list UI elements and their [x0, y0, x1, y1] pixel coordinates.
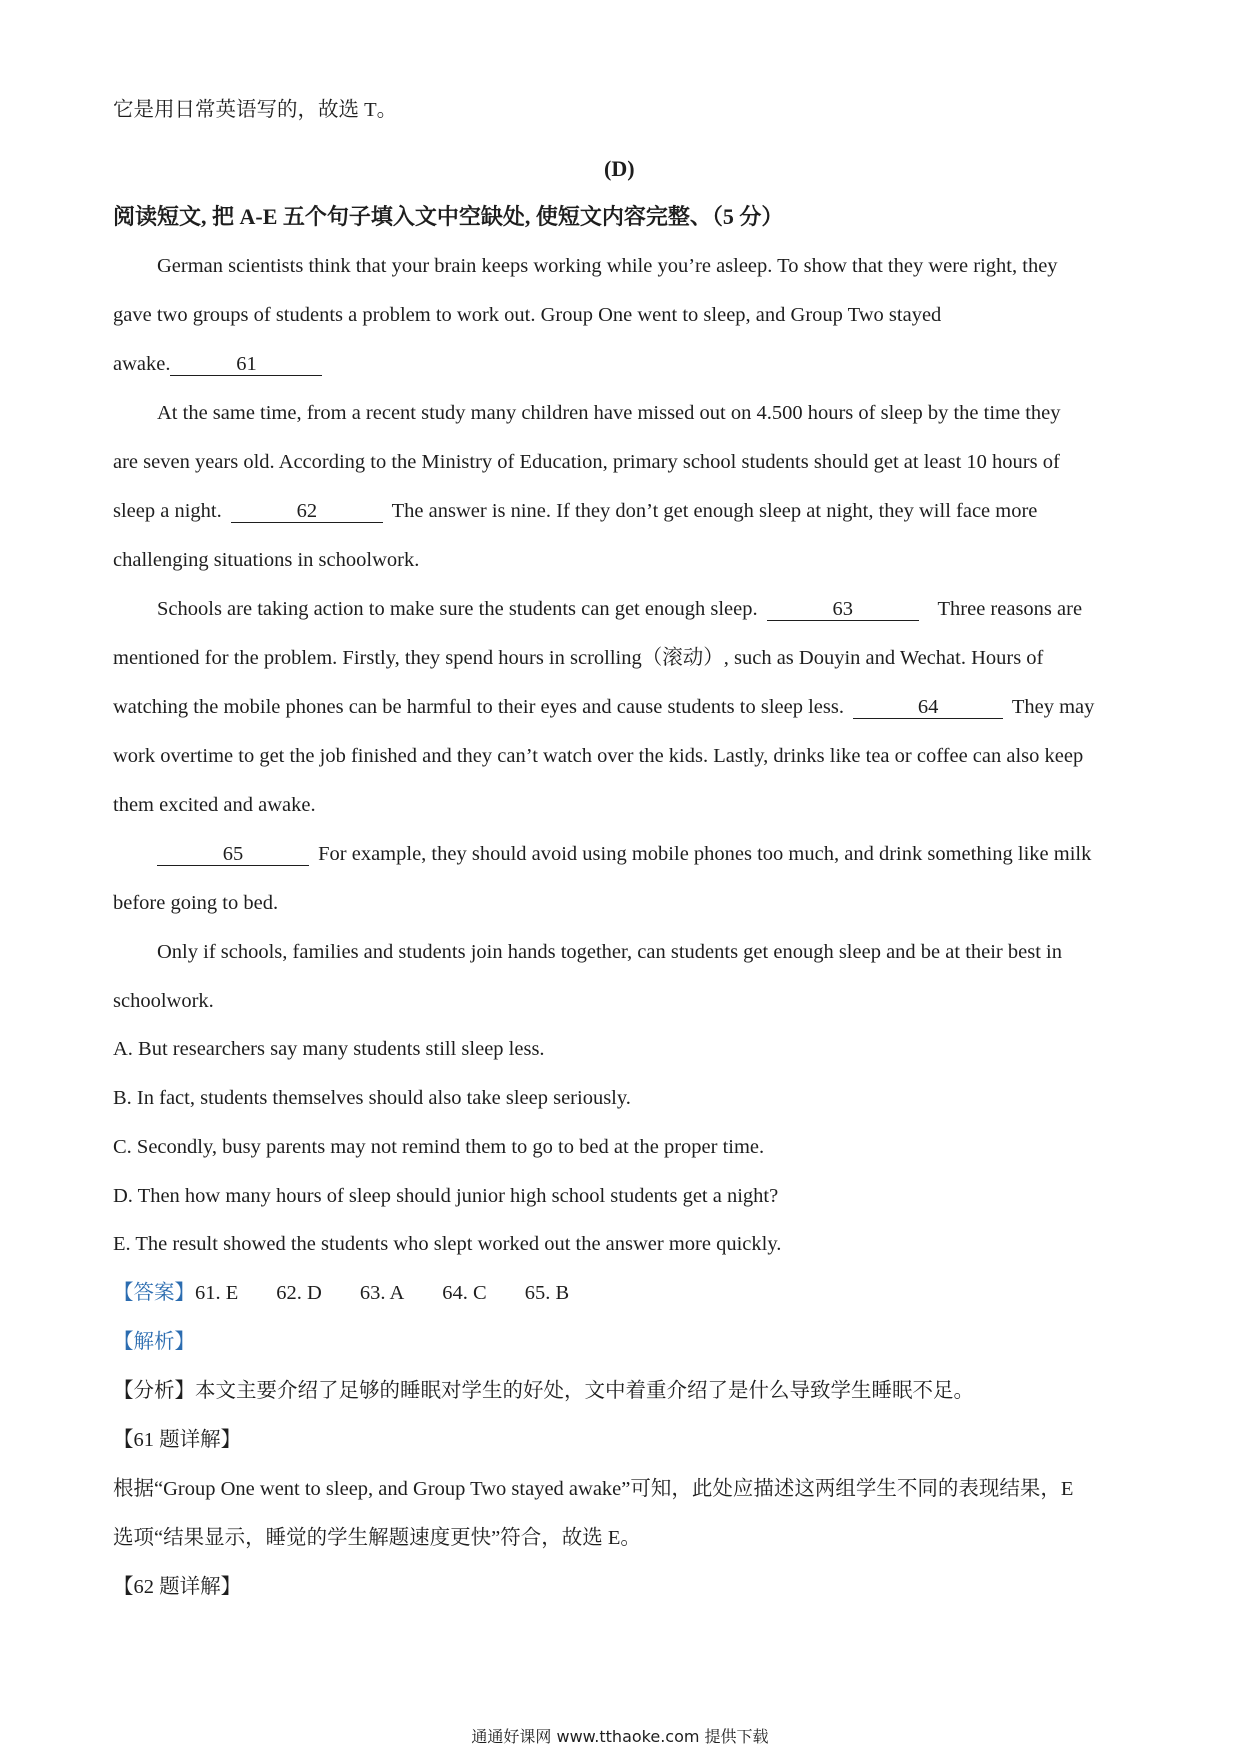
analysis-summary: 【分析】本文主要介绍了足够的睡眠对学生的好处，文中着重介绍了是什么导致学生睡眠不足。	[113, 1380, 974, 1402]
q62-heading: 【62 题详解】	[113, 1576, 242, 1598]
answer-64: 64. C	[442, 1282, 487, 1304]
section-label: (D)	[604, 156, 635, 181]
paragraph-1-line-3	[113, 352, 322, 376]
option-c: C. Secondly, busy parents may not remind them to go to bed at the proper time.	[113, 1136, 765, 1158]
paragraph-3-text-pre: Schools are taking action to make sure the students can get enough sleep.	[157, 598, 758, 620]
q61-explanation-line-1: 根据“Group One went to sleep, and Group Two stayed awake”可知，此处应描述这两组学生不同的表现结果，E	[113, 1478, 1074, 1500]
q61-explanation-line-2: 选项“结果显示，睡觉的学生解题速度更快”符合，故选 E。	[113, 1527, 641, 1549]
page-footer: 通通好课网 www.tthaoke.com 提供下载	[471, 1727, 769, 1746]
blank-63[interactable]: 63	[767, 598, 919, 621]
blank-65[interactable]: 65	[157, 843, 309, 866]
paragraph-3-text-pre-2: watching the mobile phones can be harmful to their eyes and cause students to sleep less.	[113, 696, 844, 718]
blank-62[interactable]: 62	[231, 500, 383, 523]
paragraph-2-line-3	[113, 499, 1037, 523]
paragraph-4-line-2: before going to bed.	[113, 892, 279, 914]
paragraph-1-text: awake.	[113, 353, 171, 375]
instruction-heading: 阅读短文, 把 A-E 五个句子填入文中空缺处, 使短文内容完整、（5 分）	[113, 204, 784, 229]
option-e: E. The result showed the students who slept worked out the answer more quickly.	[113, 1233, 782, 1255]
blank-61[interactable]: 61	[170, 353, 322, 376]
option-b: B. In fact, students themselves should also take sleep seriously.	[113, 1087, 631, 1109]
paragraph-5-line-1: Only if schools, families and students join hands together, can students get enough sleep and be at their best in	[157, 941, 1062, 963]
paragraph-1-line-1: German scientists think that your brain keeps working while you’re asleep. To show that they were right, they	[157, 255, 1058, 277]
answer-61: 61. E	[195, 1282, 239, 1304]
paragraph-4-line-1	[157, 842, 1091, 866]
option-d: D. Then how many hours of sleep should junior high school students get a night?	[113, 1185, 779, 1207]
previous-answer-line: 它是用日常英语写的，故选 T。	[113, 99, 398, 121]
paragraph-5-line-2: schoolwork.	[113, 990, 214, 1012]
paragraph-3-text-post: Three reasons are	[937, 598, 1083, 620]
paragraph-2-line-4: challenging situations in schoolwork.	[113, 549, 420, 571]
answer-65: 65. B	[524, 1282, 570, 1304]
paragraph-3-line-1	[157, 597, 1082, 621]
paragraph-3-line-5: them excited and awake.	[113, 794, 316, 816]
paragraph-2-text-pre: sleep a night.	[113, 500, 222, 522]
paragraph-3-line-2: mentioned for the problem. Firstly, they spend hours in scrolling（滚动）, such as Douyin and Wechat. Hours of	[113, 647, 1044, 669]
paragraph-2-text-post: The answer is nine. If they don’t get enough sleep at night, they will face more	[391, 500, 1038, 522]
paragraph-4-text-post: For example, they should avoid using mobile phones too much, and drink something like milk	[318, 843, 1092, 865]
answer-line	[113, 1281, 607, 1305]
paragraph-1-line-2: gave two groups of students a problem to work out. Group One went to sleep, and Group Two stayed	[113, 304, 942, 326]
paragraph-2-line-2: are seven years old. According to the Ministry of Education, primary school students should get at least 10 hours of	[113, 451, 1060, 473]
paragraph-2-line-1: At the same time, from a recent study many children have missed out on 4.500 hours of sleep by the time they	[157, 402, 1061, 424]
q61-heading: 【61 题详解】	[113, 1429, 242, 1451]
answer-63: 63. A	[359, 1282, 405, 1304]
answer-62: 62. D	[276, 1282, 322, 1304]
answer-label: 【答案】	[113, 1282, 195, 1304]
option-a: A. But researchers say many students still sleep less.	[113, 1038, 545, 1060]
paragraph-3-line-4: work overtime to get the job finished and they can’t watch over the kids. Lastly, drinks like tea or coffee can also keep	[113, 745, 1084, 767]
paragraph-3-line-3	[113, 695, 1094, 719]
blank-64[interactable]: 64	[853, 696, 1003, 719]
analysis-label: 【解析】	[113, 1331, 195, 1353]
paragraph-3-text-post-2: They may	[1011, 696, 1095, 718]
